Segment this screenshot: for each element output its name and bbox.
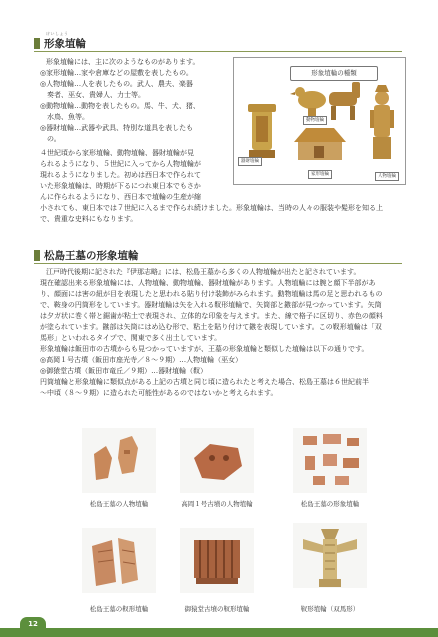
section-title-keisho-haniwa: 形象埴輪 bbox=[44, 38, 86, 50]
paragraph-line: んに作られるようになり、西日本で埴輪の生産が縮 bbox=[40, 193, 201, 201]
bullet-line: ◎家形埴輪…家や倉庫などの屋敷を表したもの。 bbox=[40, 69, 193, 77]
paragraph-line: 江戸時代後期に記された『伊那志略』には、松島王墓から多くの人物埴輪が出たと記されています。 bbox=[46, 268, 361, 276]
label-person-haniwa: 人物埴輪 bbox=[375, 172, 399, 181]
photo-caption: 御猿堂古墳の靫形埴輪 bbox=[184, 605, 250, 613]
horse-haniwa-figure bbox=[329, 82, 360, 120]
photo-caption: 松島王墓の靫形埴輪 bbox=[89, 605, 149, 613]
diagram-title: 形象埴輪の種類 bbox=[290, 66, 378, 81]
section-marker bbox=[34, 38, 40, 49]
bullet-line: の。 bbox=[40, 135, 61, 143]
paragraph-line: 現在確認出来る形象埴輪には、人物埴輪、動物埴輪、器財埴輪があります。人物埴輪には腕と顔下半部があ bbox=[40, 279, 376, 287]
list-item: ◎高岡１号古墳（飯田市座光寺／８～９期）…人物埴輪（巫女） bbox=[40, 356, 243, 364]
paragraph-line: られるようになり、５世紀に入ってから人物埴輪が bbox=[40, 160, 201, 168]
paragraph-line: ４世紀頃から家形埴輪、動物埴輪、器財埴輪が見 bbox=[40, 149, 194, 157]
paragraph-line: 形象埴輪は飯田市の古墳からも見つかっていますが、王墓の形象埴輪と類似した埴輪は以下の通りです。 bbox=[40, 345, 369, 353]
bird-haniwa-figure bbox=[290, 87, 326, 118]
bullet-line: ◎動物埴輪…動物を表したもの。馬、牛、犬、猪、 bbox=[40, 102, 200, 110]
bullet-line: ◎器財埴輪…武器や武具、特別な道具を表したも bbox=[40, 124, 194, 132]
photo-caption: 松島王墓の形象埴輪 bbox=[300, 500, 360, 508]
bullet-line: 奏者、巫女、貴婦人、力士等。 bbox=[40, 91, 145, 99]
tool-haniwa-figure bbox=[248, 104, 276, 158]
paragraph-line: いた形象埴輪は、時期が下るにつれ東日本でもさか bbox=[40, 182, 201, 190]
footer-band bbox=[0, 628, 438, 637]
paragraph-line: が塗られています。鏃部は矢筒にはめ込む形で、粘土を貼り付けて鏃を表現しています。この靫形埴輪は「双 bbox=[40, 323, 382, 331]
photo-matsushima-keisho-haniwa bbox=[293, 428, 367, 493]
paragraph-line: り、顔面には害の紐が目を表現したと思われる貼り付け装飾がみられます。動物埴輪は馬の足と思われるもの bbox=[40, 290, 383, 298]
paragraph-line: ～中頃（８～９期）に造られた可能性があるのではないかと考えられます。 bbox=[40, 389, 278, 397]
section-marker bbox=[34, 250, 40, 261]
paragraph-line: で、貴重な史料にもなります。 bbox=[40, 215, 138, 223]
photo-caption: 松島王墓の人物埴輪 bbox=[89, 500, 149, 508]
photo-matsushima-yugi-haniwa bbox=[82, 528, 156, 593]
paragraph-line: は夕ガ状に巻く帯と鋸歯が粘土で表現され、立体的な印象を与えます。また、線で格子に区切り、赤色の顔料 bbox=[40, 312, 383, 320]
photo-takaoka-person-haniwa bbox=[180, 428, 254, 493]
label-animal-haniwa: 動物埴輪 bbox=[303, 116, 327, 125]
section-underline bbox=[34, 51, 402, 52]
photo-matsushima-person-haniwa bbox=[82, 428, 156, 493]
paragraph-line: 小されても、東日本では７世紀に入るまで作られ続けました。形象埴輪は、当時の人々の服装や髪形を知る上 bbox=[40, 204, 383, 212]
paragraph-line: 現れるようになりました。初めは西日本で作られて bbox=[40, 171, 201, 179]
person-haniwa-figure bbox=[370, 85, 394, 159]
label-tool-haniwa: 器財埴輪 bbox=[238, 157, 262, 166]
paragraph-line: で、鞍身の円筒形をしています。器財埴輪は矢を入れる靫形埴輪で、矢筒部と鏃部が見つかっています。矢筒 bbox=[40, 301, 382, 309]
photo-yugi-haniwa-souba bbox=[293, 523, 367, 588]
photo-caption: 高岡１号古墳の人物埴輪 bbox=[181, 500, 253, 508]
house-haniwa-figure bbox=[294, 128, 346, 160]
photo-caption: 靫形埴輪（双馬形） bbox=[300, 605, 360, 613]
photo-saruguu-yugi-haniwa bbox=[180, 528, 254, 593]
intro-text: 形象埴輪には、主に次のようなものがあります。 bbox=[46, 58, 200, 66]
bullet-line: ◎人物埴輪…人を表したもの。武人、農夫、楽器 bbox=[40, 80, 193, 88]
paragraph-line: 馬形」といわれるタイプで、関東で多く出土しています。 bbox=[40, 334, 222, 342]
label-house-haniwa: 家形埴輪 bbox=[308, 170, 332, 179]
section-underline bbox=[34, 263, 402, 264]
page-number: 12 bbox=[20, 617, 46, 630]
section-title-matsushima-oubo: 松島王墓の形象埴輪 bbox=[44, 250, 139, 262]
bullet-line: 水鳥、魚等。 bbox=[40, 113, 89, 121]
list-item: ◎御猿堂古墳（飯田市竜丘／９期）…器財埴輪（靫） bbox=[40, 367, 208, 375]
title-ruby: けいしょう bbox=[46, 31, 69, 36]
paragraph-line: 円筒埴輪と形象埴輪に類似点がある上記の古墳と同じ頃に造られたと考えた場合、松島王墓は６世紀前半 bbox=[40, 378, 369, 386]
